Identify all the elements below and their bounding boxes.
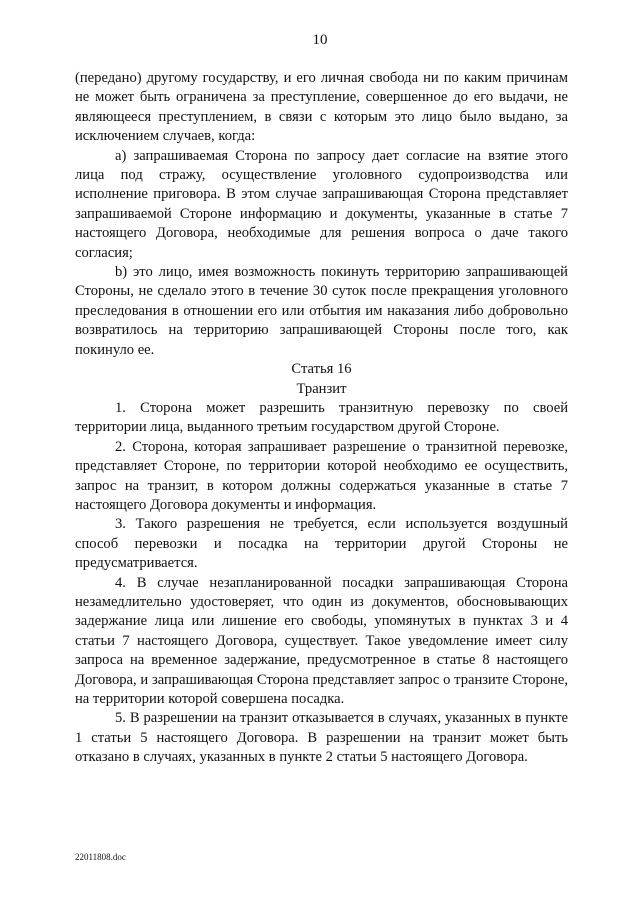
article-paragraph-1: 1. Сторона может разрешить транзитную перевозку по своей территории лица, выданного третьим государством другой Стороне. — [75, 399, 568, 436]
document-body — [75, 69, 568, 768]
item-a-paragraph: а) запрашиваемая Сторона по запросу дает согласие на взятие этого лица под стражу, осуществление уголовного судопроизводства или исполнение приговора. В этом случае запрашивающая Сторона представляет запрашиваемой Стороне информацию и документы, указанные в статье 7 настоящего Договора, необходимые для решения вопроса о даче такого согласия; — [75, 147, 568, 261]
article-paragraph-5: 5. В разрешении на транзит отказывается в случаях, указанных в пункте 1 статьи 5 настоящего Договора. В разрешении на транзит может быть отказано в случаях, указанных в пункте 2 статьи 5 настоящего Договора. — [75, 710, 568, 766]
article-heading: Статья 16 — [291, 361, 352, 378]
article-paragraph-4: 4. В случае незапланированной посадки запрашивающая Сторона незамедлительно удостоверяет, что один из документов, обосновывающих задержание лица или лишение его свободы, упомянутых в пунктах 3 и 4 статьи 7 настоящего Договора, существует. Такое уведомление имеет силу запроса на временное задержание, предусмотренное в статье 8 настоящего Договора, и запрашивающая Сторона представляет запрос о транзите Стороне, на территории которой совершена посадка. — [75, 574, 568, 707]
article-paragraph-3: 3. Такого разрешения не требуется, если используется воздушный способ перевозки и посадка на территории другой Стороны не предусматривается. — [75, 516, 568, 572]
footer-file-code: 22011808.doc — [75, 852, 126, 862]
page-number: 10 — [312, 32, 328, 48]
item-b-paragraph: b) это лицо, имея возможность покинуть территорию запрашивающей Стороны, не сделало этого в течение 30 суток после прекращения уголовного преследования в отношении его или отбытия им наказания либо добровольно возвратилось на территорию запрашивающей Стороны после того, как покинуло ее. — [75, 264, 568, 358]
intro-paragraph: (передано) другому государству, и его личная свобода ни по каким причинам не может быть ограничена за преступление, совершенное до его выдачи, не являющееся преступлением, в связи с которым это лицо было выдано, за исключением случаев, когда: — [75, 70, 568, 145]
article-paragraph-2: 2. Сторона, которая запрашивает разрешение о транзитной перевозке, представляет Стороне, по территории которой необходимо ее осуществить, запрос на транзит, в котором должны содержаться указанные в статье 7 настоящего Договора документы и информация. — [75, 438, 568, 513]
article-title: Транзит — [296, 380, 347, 397]
